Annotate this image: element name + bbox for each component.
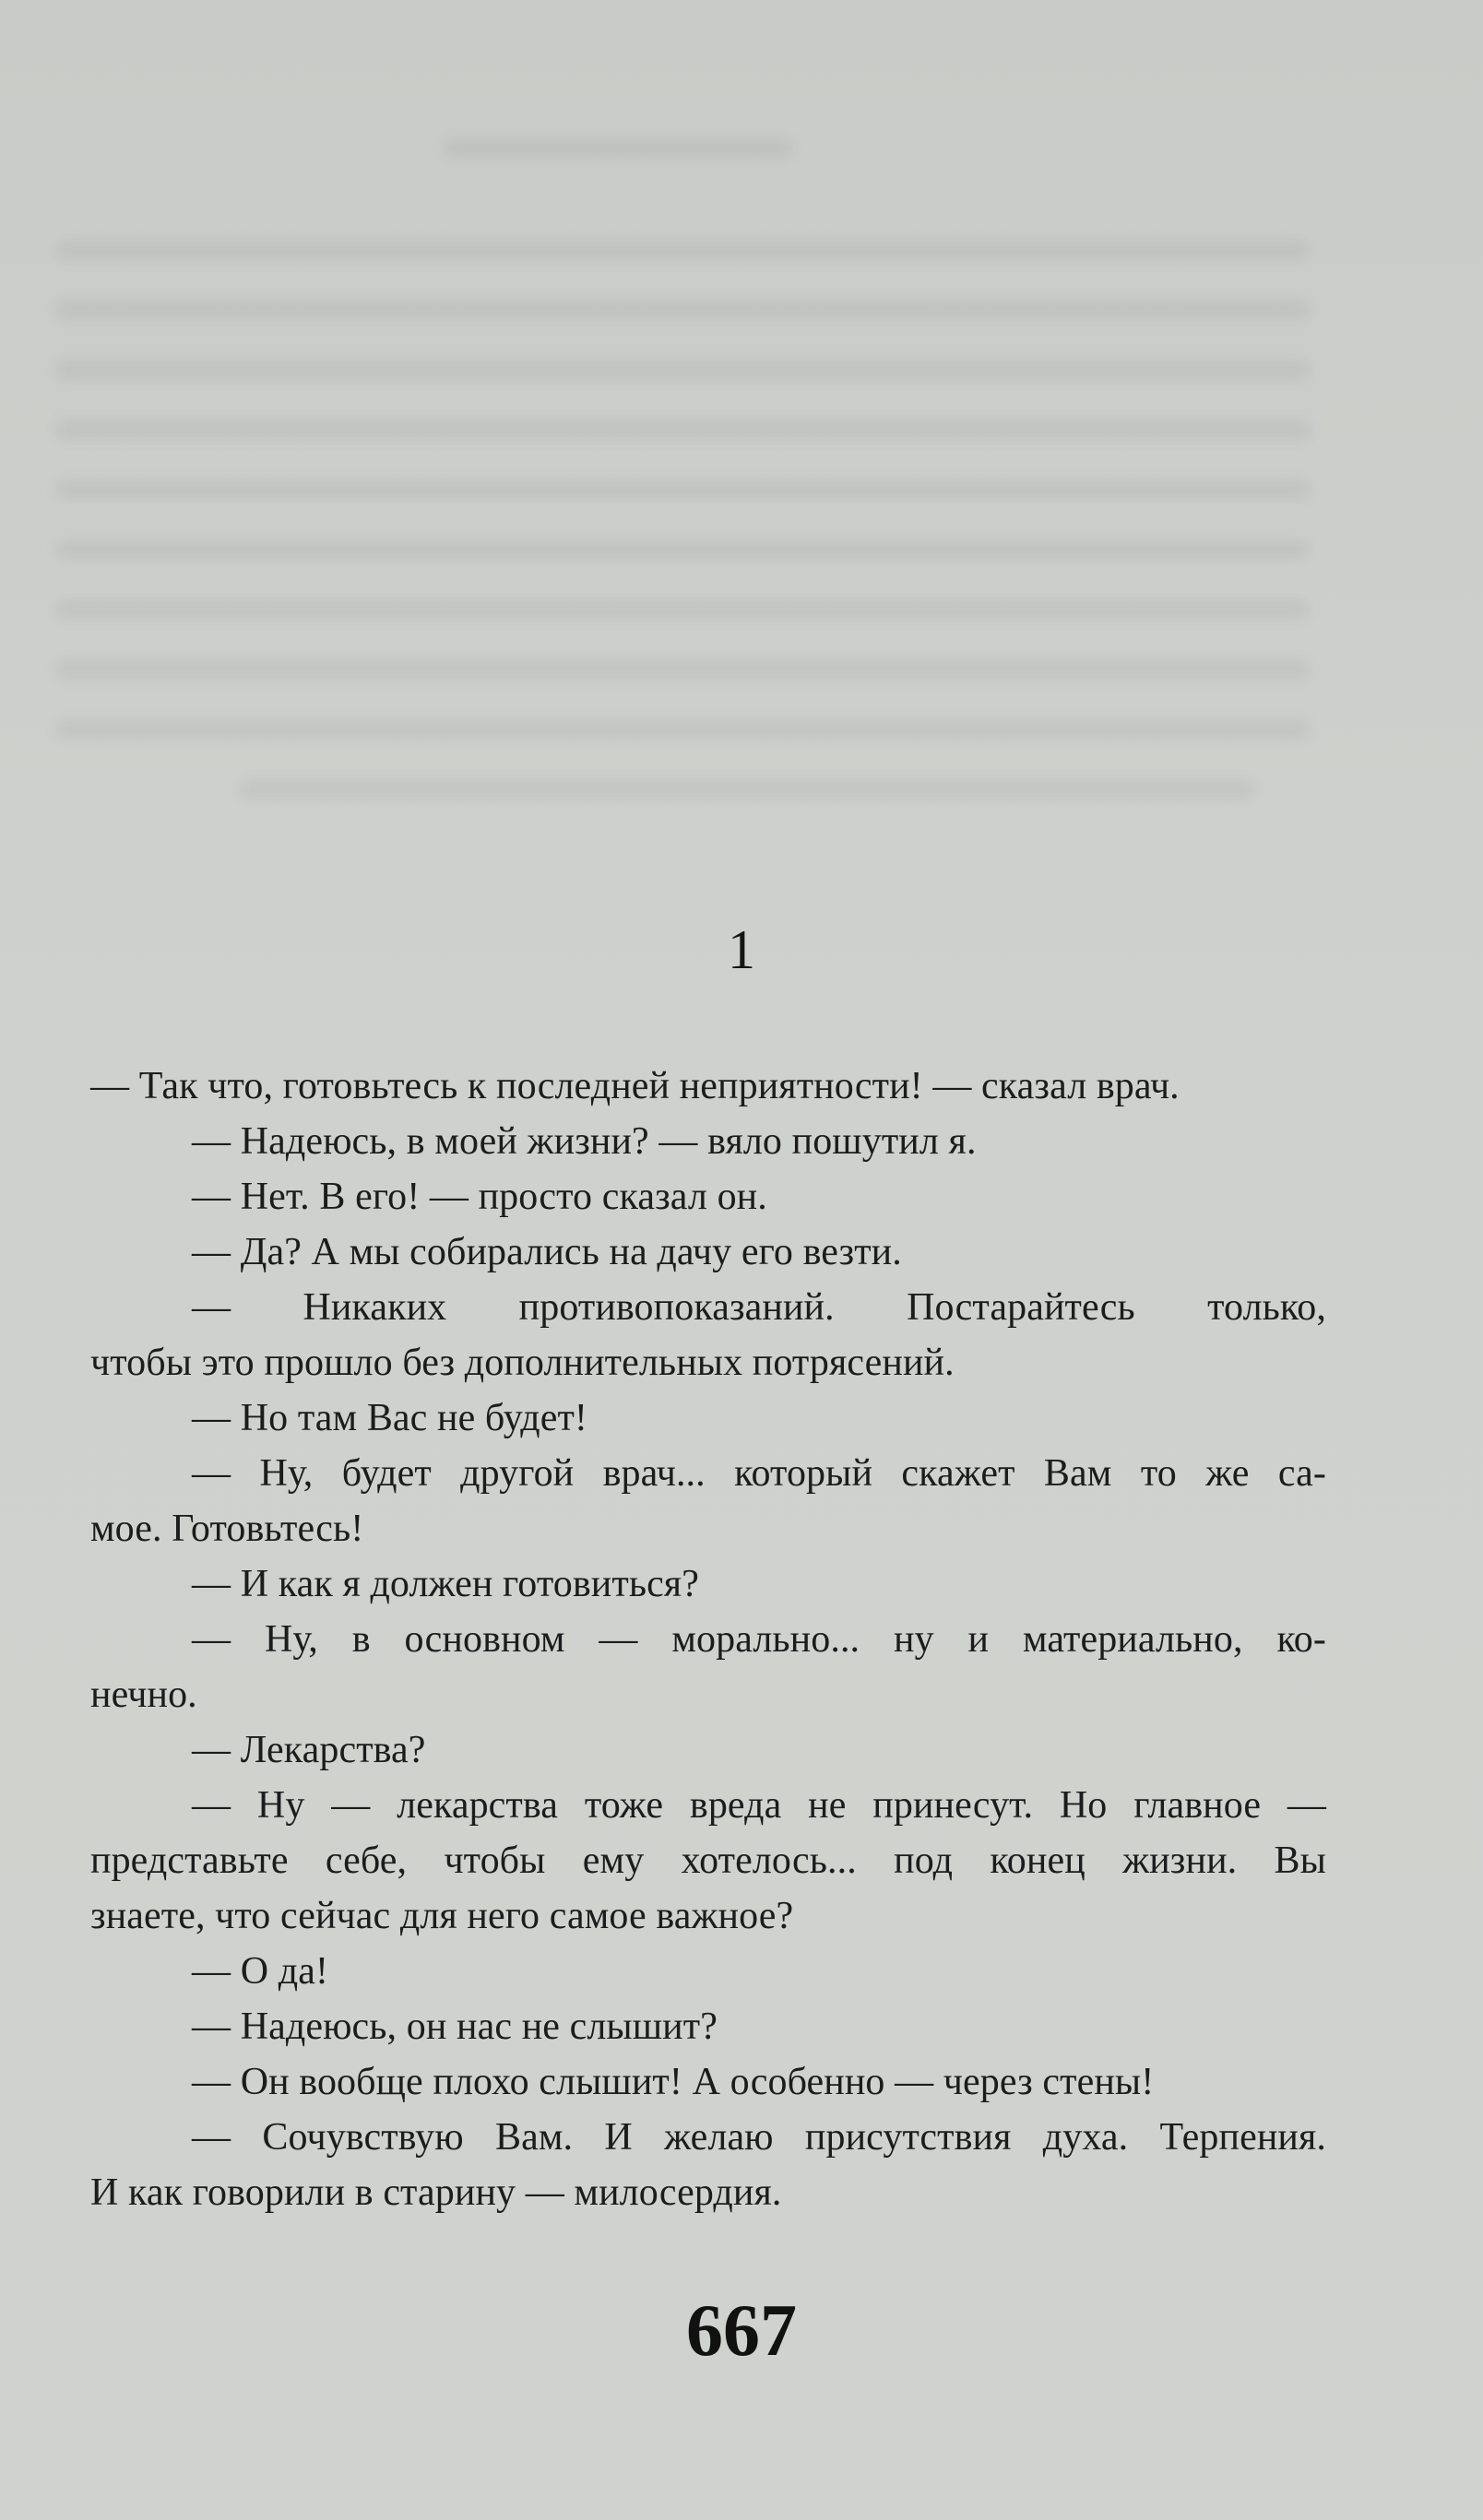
text-line: — О да! xyxy=(192,1950,329,1993)
text-line: — Ну, в основном — морально... ну и материально, ко- xyxy=(192,1618,1326,1661)
body-text xyxy=(90,1059,1326,2220)
text-line: — Да? А мы собирались на дачу его везти. xyxy=(192,1231,902,1273)
text-line: — Нет. В его! — просто сказал он. xyxy=(192,1176,767,1218)
text-line: — Надеюсь, он нас не слышит? xyxy=(192,2005,718,2048)
text-line: — Он вообще плохо слышит! А особенно — через стены! xyxy=(192,2061,1155,2103)
bleed-line xyxy=(55,659,1310,680)
text-line: — Ну — лекарства тоже вреда не принесут. Но главное — xyxy=(192,1784,1326,1827)
text-line: — Так что, готовьтесь к последней неприятности! — сказал врач. xyxy=(90,1065,1180,1107)
chapter-number: 1 xyxy=(728,919,755,980)
bleed-line xyxy=(55,539,1310,560)
bleed-line xyxy=(55,300,1310,320)
text-line: И как говорили в старину — милосердия. xyxy=(90,2171,782,2214)
bleed-line xyxy=(443,138,793,159)
text-line: — Но там Вас не будет! xyxy=(192,1397,588,1439)
text-line: — Сочувствую Вам. И желаю присутствия духа. Терпения. xyxy=(192,2116,1326,2159)
text-line: — Ну, будет другой врач... который скажет Вам то же са- xyxy=(192,1452,1326,1495)
bleed-line xyxy=(55,479,1310,500)
text-line: чтобы это прошло без дополнительных потрясений. xyxy=(90,1342,955,1384)
text-line: представьте себе, чтобы ему хотелось... под конец жизни. Вы xyxy=(90,1840,1326,1882)
bleed-line xyxy=(55,360,1310,380)
text-line: нечно. xyxy=(90,1674,197,1716)
page-number: 667 xyxy=(686,2290,797,2372)
bleed-line xyxy=(55,719,1310,739)
bleed-line xyxy=(55,599,1310,620)
text-line: знаете, что сейчас для него самое важное? xyxy=(90,1895,794,1937)
bleed-line xyxy=(240,779,1254,799)
text-line: мое. Готовьтесь! xyxy=(90,1508,364,1550)
bleed-line xyxy=(55,240,1310,260)
text-line: — Никаких противопоказаний. Постарайтесь только, xyxy=(192,1286,1326,1329)
bleed-through-text xyxy=(55,101,1347,867)
text-line: — И как я должен готовиться? xyxy=(192,1563,699,1605)
text-line: — Лекарства? xyxy=(192,1729,426,1771)
bleed-line xyxy=(55,420,1310,440)
text-line: — Надеюсь, в моей жизни? — вяло пошутил я. xyxy=(192,1120,977,1163)
